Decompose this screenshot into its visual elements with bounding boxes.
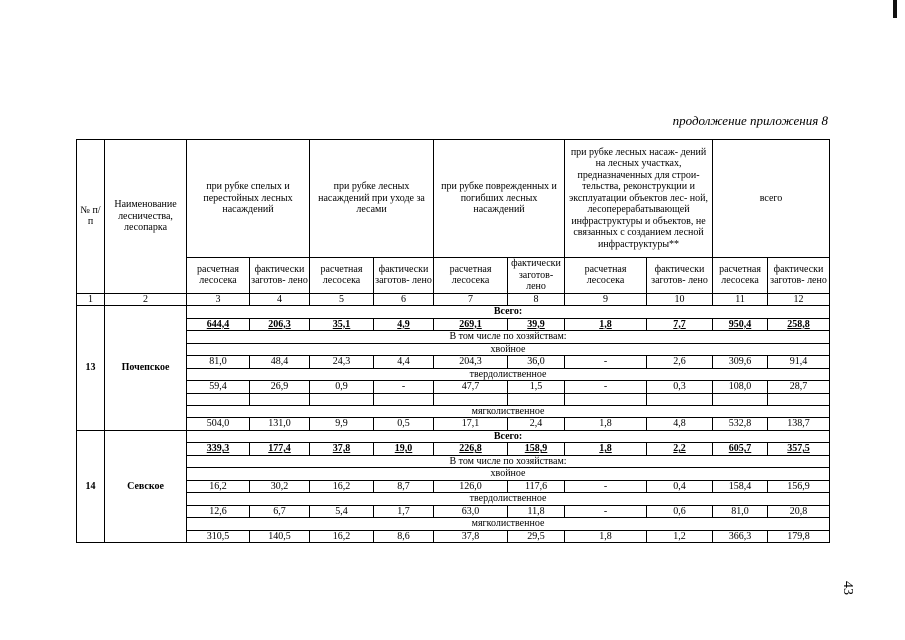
- by-farm-row-label: В том числе по хозяйствам:: [187, 331, 830, 344]
- coniferous-row: [77, 480, 830, 493]
- table-cell: 1,8: [565, 418, 647, 431]
- region-number: 13: [77, 306, 105, 431]
- coniferous-label-row-label: хвойное: [187, 468, 830, 481]
- empty-cell: [647, 393, 713, 405]
- softwood-row: [77, 418, 830, 431]
- table-cell: 1,8: [565, 530, 647, 543]
- table-cell: 156,9: [768, 480, 830, 493]
- table-cell: 9,9: [310, 418, 374, 431]
- table-cell: 131,0: [250, 418, 310, 431]
- table-cell: 504,0: [187, 418, 250, 431]
- empty-cell: [310, 393, 374, 405]
- table-cell: 4,9: [374, 318, 434, 331]
- softwood-label-row: [77, 405, 830, 418]
- table-cell: -: [565, 381, 647, 394]
- table-cell: 37,8: [434, 530, 508, 543]
- header-sub-fact: фактически заготов- лено: [508, 258, 565, 294]
- region-total-label-row: [77, 430, 830, 443]
- table-cell: 179,8: [768, 530, 830, 543]
- table-cell: 0,4: [647, 480, 713, 493]
- table-cell: 0,5: [374, 418, 434, 431]
- column-number: 6: [374, 293, 434, 306]
- table-cell: 20,8: [768, 505, 830, 518]
- table-cell: 339,3: [187, 443, 250, 456]
- softwood-label-row-label: мягколиственное: [187, 405, 830, 418]
- table-cell: 1,8: [565, 443, 647, 456]
- header-group-infrastructure: при рубке лесных насаж- дений на лесных участках, предназначенных для строи- тельства, реконструкции и эксплуатации объектов лес- ной, лесоперерабатывающей инфраструктуры и объектов, не связанных с созданием лесной инфраструктуры**: [565, 140, 713, 258]
- empty-cell: [565, 393, 647, 405]
- total-row: [77, 443, 830, 456]
- total-row: [77, 318, 830, 331]
- table-cell: 117,6: [508, 480, 565, 493]
- table-cell: 2,4: [508, 418, 565, 431]
- table-cell: 0,3: [647, 381, 713, 394]
- table-cell: 28,7: [768, 381, 830, 394]
- harvest-table: [76, 139, 830, 543]
- table-cell: 12,6: [187, 505, 250, 518]
- by-farm-row: [77, 331, 830, 344]
- header-group-care: при рубке лесных насаждений при уходе за лесами: [310, 140, 434, 258]
- table-cell: 26,9: [250, 381, 310, 394]
- column-number: 7: [434, 293, 508, 306]
- empty-cell: [768, 393, 830, 405]
- appendix-caption: продолжение приложения 8: [672, 113, 828, 128]
- column-number: 5: [310, 293, 374, 306]
- table-cell: -: [565, 505, 647, 518]
- table-cell: 357,5: [768, 443, 830, 456]
- table-cell: 1,5: [508, 381, 565, 394]
- table-cell: 0,9: [310, 381, 374, 394]
- table-cell: 47,7: [434, 381, 508, 394]
- hardwood-label-row-label: твердолиственное: [187, 368, 830, 381]
- table-cell: 8,6: [374, 530, 434, 543]
- table-cell: 17,1: [434, 418, 508, 431]
- table-cell: 310,5: [187, 530, 250, 543]
- table-cell: 1,8: [565, 318, 647, 331]
- table-cell: 258,8: [768, 318, 830, 331]
- table-cell: 6,7: [250, 505, 310, 518]
- region-name: Почепское: [105, 306, 187, 431]
- column-number: 2: [105, 293, 187, 306]
- header-sub-fact: фактически заготов- лено: [250, 258, 310, 294]
- table-cell: 644,4: [187, 318, 250, 331]
- header-row-groups: [77, 140, 830, 258]
- table-cell: 81,0: [187, 356, 250, 369]
- header-sub-fact: фактически заготов- лено: [647, 258, 713, 294]
- header-sub-calc: расчетная лесосека: [434, 258, 508, 294]
- table-cell: -: [374, 381, 434, 394]
- empty-cell: [508, 393, 565, 405]
- region-number: 14: [77, 430, 105, 543]
- softwood-label-row-label: мягколиственное: [187, 518, 830, 531]
- hardwood-row: [77, 381, 830, 394]
- hardwood-label-row-label: твердолиственное: [187, 493, 830, 506]
- hardwood-label-row: [77, 493, 830, 506]
- table-cell: 29,5: [508, 530, 565, 543]
- empty-cell: [250, 393, 310, 405]
- column-number-row: [77, 293, 830, 306]
- scan-edge-mark: [893, 0, 897, 18]
- table-cell: 36,0: [508, 356, 565, 369]
- table-cell: 605,7: [713, 443, 768, 456]
- column-number: 9: [565, 293, 647, 306]
- table-cell: 309,6: [713, 356, 768, 369]
- table-cell: 1,7: [374, 505, 434, 518]
- coniferous-label-row: [77, 468, 830, 481]
- header-group-damaged: при рубке поврежденных и погибших лесных насаждений: [434, 140, 565, 258]
- hardwood-label-row: [77, 368, 830, 381]
- hardwood-row: [77, 505, 830, 518]
- table-cell: 63,0: [434, 505, 508, 518]
- region-name: Севское: [105, 430, 187, 543]
- table-cell: 158,4: [713, 480, 768, 493]
- table-cell: 7,7: [647, 318, 713, 331]
- table-cell: 204,3: [434, 356, 508, 369]
- page-number: 43: [840, 581, 855, 595]
- table-cell: 140,5: [250, 530, 310, 543]
- table-cell: 0,6: [647, 505, 713, 518]
- table-cell: 48,4: [250, 356, 310, 369]
- coniferous-label-row: [77, 343, 830, 356]
- table-cell: 24,3: [310, 356, 374, 369]
- column-number: 12: [768, 293, 830, 306]
- table-cell: 366,3: [713, 530, 768, 543]
- table-cell: 126,0: [434, 480, 508, 493]
- header-row-sub: [77, 258, 830, 294]
- coniferous-label-row-label: хвойное: [187, 343, 830, 356]
- softwood-row: [77, 530, 830, 543]
- table-cell: 226,8: [434, 443, 508, 456]
- table-cell: 950,4: [713, 318, 768, 331]
- region-total-label-row: [77, 306, 830, 319]
- header-num: № п/п: [77, 140, 105, 294]
- by-farm-row-label: В том числе по хозяйствам:: [187, 455, 830, 468]
- total-label: Всего:: [187, 306, 830, 319]
- column-number: 8: [508, 293, 565, 306]
- table-cell: 91,4: [768, 356, 830, 369]
- column-number: 11: [713, 293, 768, 306]
- table-cell: 81,0: [713, 505, 768, 518]
- table-cell: 2,6: [647, 356, 713, 369]
- table-cell: 16,2: [310, 480, 374, 493]
- table-cell: -: [565, 356, 647, 369]
- table-cell: 35,1: [310, 318, 374, 331]
- table-cell: 59,4: [187, 381, 250, 394]
- empty-cell: [434, 393, 508, 405]
- table-cell: 4,8: [647, 418, 713, 431]
- header-name: Наименование лесничества, лесопарка: [105, 140, 187, 294]
- spacer-row: [77, 393, 830, 405]
- header-sub-calc: расчетная лесосека: [310, 258, 374, 294]
- table-cell: 5,4: [310, 505, 374, 518]
- header-sub-calc: расчетная лесосека: [565, 258, 647, 294]
- header-sub-fact: фактически заготов- лено: [374, 258, 434, 294]
- coniferous-row: [77, 356, 830, 369]
- by-farm-row: [77, 455, 830, 468]
- header-sub-calc: расчетная лесосека: [187, 258, 250, 294]
- softwood-label-row: [77, 518, 830, 531]
- column-number: 3: [187, 293, 250, 306]
- column-number: 10: [647, 293, 713, 306]
- table-cell: -: [565, 480, 647, 493]
- header-group-mature: при рубке спелых и перестойных лесных насаждений: [187, 140, 310, 258]
- table-cell: 8,7: [374, 480, 434, 493]
- table-cell: 158,9: [508, 443, 565, 456]
- empty-cell: [374, 393, 434, 405]
- table-cell: 16,2: [187, 480, 250, 493]
- column-number: 4: [250, 293, 310, 306]
- table-cell: 532,8: [713, 418, 768, 431]
- table-cell: 177,4: [250, 443, 310, 456]
- total-label: Всего:: [187, 430, 830, 443]
- table-cell: 30,2: [250, 480, 310, 493]
- table-cell: 2,2: [647, 443, 713, 456]
- column-number: 1: [77, 293, 105, 306]
- table-cell: 108,0: [713, 381, 768, 394]
- table-cell: 1,2: [647, 530, 713, 543]
- table-cell: 19,0: [374, 443, 434, 456]
- table-cell: 11,8: [508, 505, 565, 518]
- table-cell: 39,9: [508, 318, 565, 331]
- table-cell: 206,3: [250, 318, 310, 331]
- table-cell: 138,7: [768, 418, 830, 431]
- table-cell: 269,1: [434, 318, 508, 331]
- table-cell: 4,4: [374, 356, 434, 369]
- table-cell: 37,8: [310, 443, 374, 456]
- header-sub-calc: расчетная лесосека: [713, 258, 768, 294]
- empty-cell: [713, 393, 768, 405]
- empty-cell: [187, 393, 250, 405]
- table-cell: 16,2: [310, 530, 374, 543]
- header-sub-fact: фактически заготов- лено: [768, 258, 830, 294]
- header-group-total: всего: [713, 140, 830, 258]
